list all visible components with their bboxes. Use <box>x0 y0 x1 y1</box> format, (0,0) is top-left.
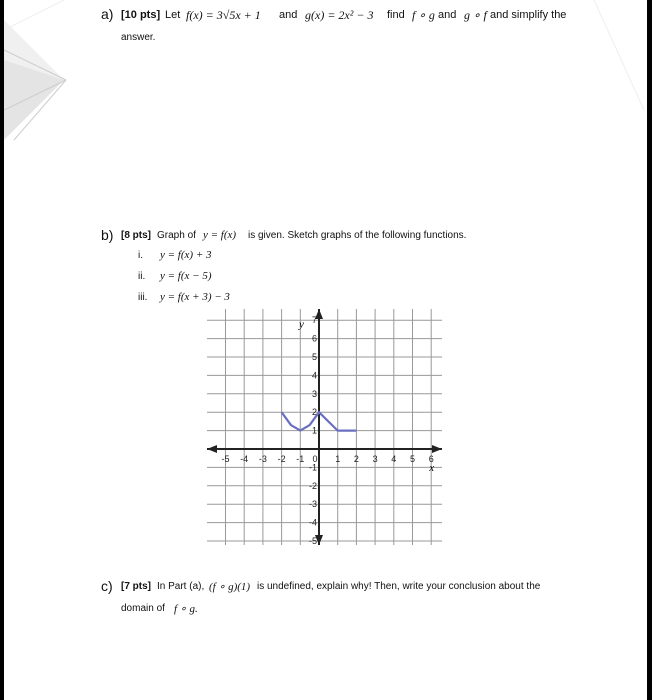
x-tick-label: 3 <box>372 454 378 464</box>
y-tick-label: 3 <box>311 388 317 399</box>
part-c-expression: f ∘ g. <box>174 603 198 615</box>
part-a-label: a) <box>101 6 114 22</box>
item-equation: y = f(x + 3) − 3 <box>160 291 230 303</box>
y-tick-label: 7 <box>311 315 317 326</box>
x-tick-label: 5 <box>409 454 416 464</box>
part-a-text: find <box>387 9 405 21</box>
document-page <box>4 0 647 700</box>
x-tick-label: 2 <box>353 454 359 464</box>
g-definition: g(x) = 2x² − 3 <box>305 8 374 22</box>
x-tick-label: -5 <box>221 454 230 464</box>
item-number: iii. <box>138 292 148 303</box>
part-c-points: [7 pts] <box>121 581 151 592</box>
part-b-label: b) <box>101 227 114 243</box>
y-tick-label: 2 <box>311 407 317 418</box>
part-c-expression: (f ∘ g)(1) <box>209 581 251 593</box>
part-b-points: [8 pts] <box>121 230 151 241</box>
gof-expression: g ∘ f <box>464 8 487 22</box>
y-tick-label: -4 <box>308 517 317 528</box>
x-tick-label: -3 <box>258 454 267 464</box>
y-tick-label: 1 <box>311 425 317 436</box>
part-b-equation: y = f(x) <box>203 229 237 241</box>
y-tick-label: -3 <box>308 499 317 510</box>
item-equation: y = f(x − 5) <box>160 270 212 282</box>
part-c-text: domain of <box>121 603 165 614</box>
y-tick-label: 4 <box>311 370 317 381</box>
part-b-text: Graph of <box>157 230 196 241</box>
x-tick-label: 0 <box>312 454 318 464</box>
item-equation: y = f(x) + 3 <box>160 249 212 261</box>
x-tick-label: -1 <box>296 454 305 464</box>
part-a-points: [10 pts] <box>121 9 161 21</box>
part-b-text: is given. Sketch graphs of the following functions. <box>248 230 467 241</box>
f-definition: f(x) = 3√5x + 1 <box>186 8 261 22</box>
x-tick-label: 6 <box>428 454 434 464</box>
y-tick-label: 5 <box>311 352 317 362</box>
item-number: ii. <box>138 271 146 282</box>
part-c-text: In Part (a), <box>157 581 205 592</box>
x-tick-label: -4 <box>240 454 249 464</box>
x-tick-label: -2 <box>277 454 286 464</box>
fog-expression: f ∘ g <box>412 8 435 22</box>
y-tick-label: -5 <box>308 536 317 546</box>
y-tick-label: -1 <box>308 462 317 473</box>
x-axis-arrow-left <box>207 445 217 453</box>
part-a-text: and <box>438 9 457 21</box>
part-c-text: is undefined, explain why! Then, write your conclusion about the <box>257 581 541 592</box>
part-a-text: answer. <box>121 32 156 43</box>
x-axis-label: x <box>429 462 435 474</box>
part-a-text: Let <box>165 9 181 21</box>
x-axis-arrow-right <box>432 445 442 453</box>
part-a-text: and simplify the <box>490 9 567 21</box>
y-axis-label: y <box>299 318 304 331</box>
y-tick-label: -2 <box>308 480 317 491</box>
function-graph <box>4 0 647 700</box>
part-a-text: and <box>279 9 298 21</box>
x-tick-label: 1 <box>335 454 341 464</box>
y-tick-label: 6 <box>311 333 317 344</box>
item-number: i. <box>138 250 143 261</box>
part-c-label: c) <box>101 578 113 594</box>
x-tick-label: 4 <box>391 454 397 464</box>
